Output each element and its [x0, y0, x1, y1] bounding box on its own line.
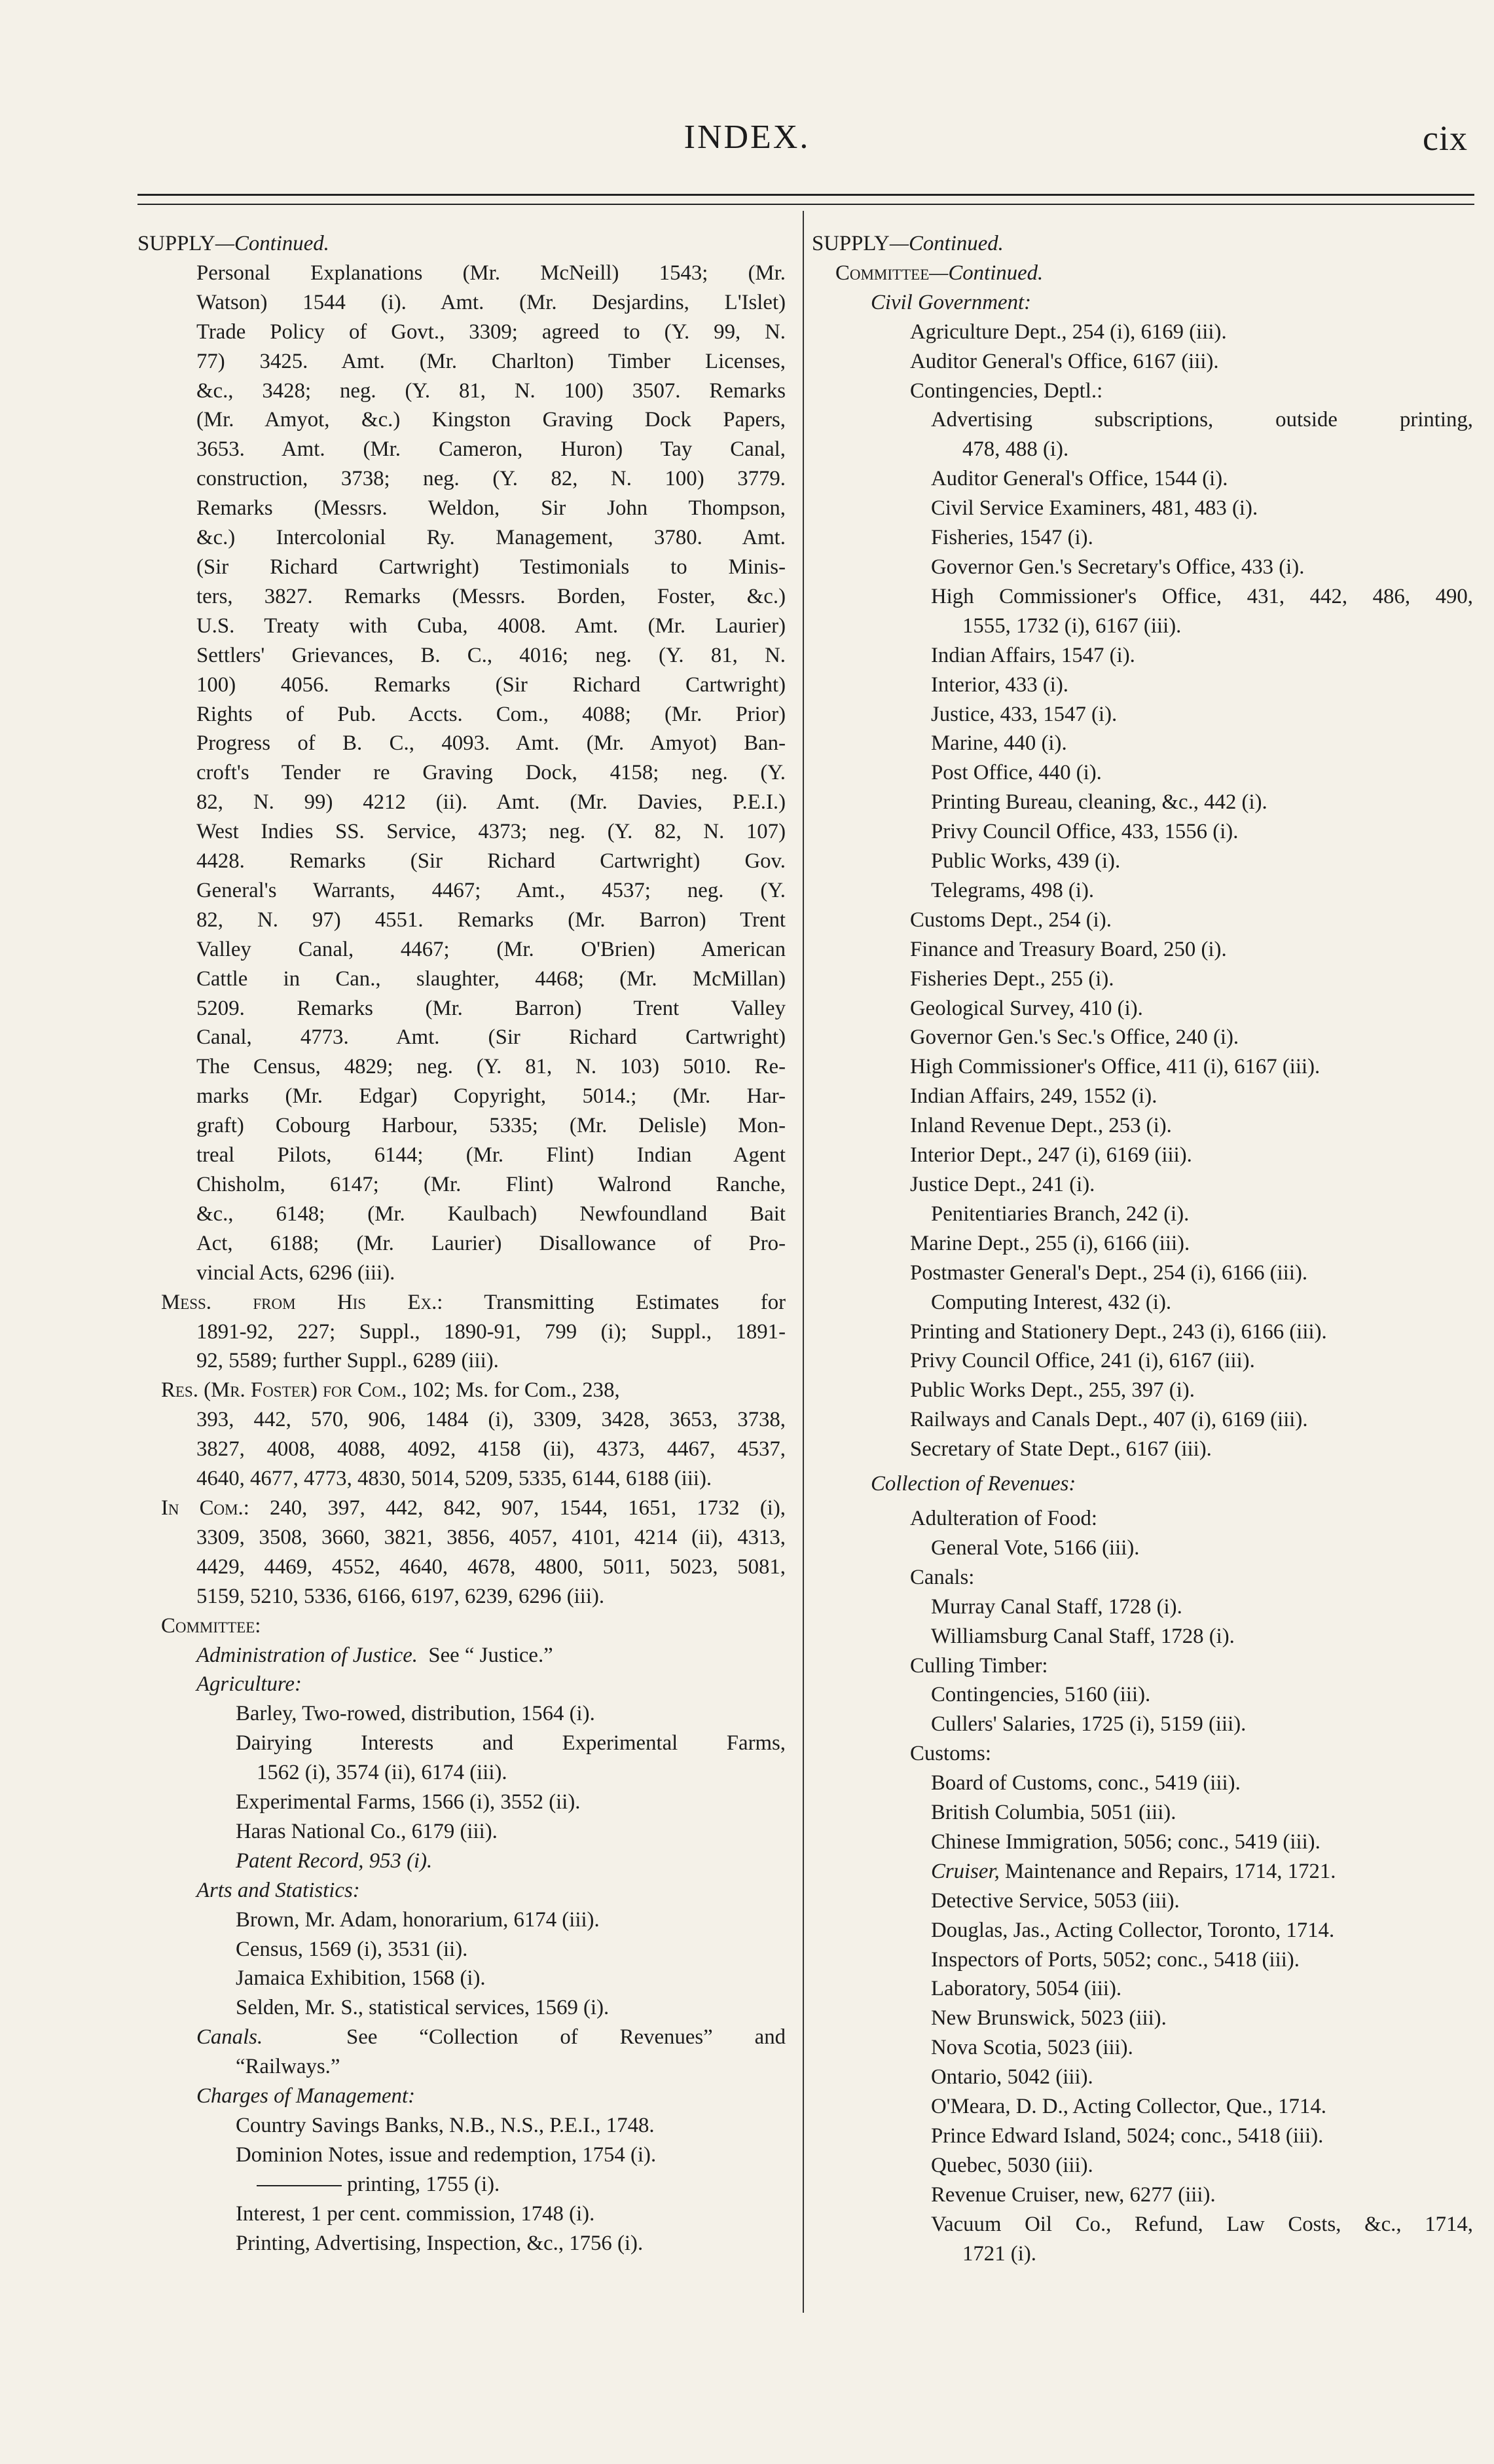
list-item	[137, 2170, 786, 2199]
text-line: Cattle in Can., slaughter, 4468; (Mr. McMillan)	[196, 966, 786, 991]
text-line: 82, N. 97) 4551. Remarks (Mr. Barron) Trent	[196, 908, 786, 932]
subheading-text: Canals.	[196, 2025, 263, 2050]
page-number: cix	[1423, 119, 1468, 158]
list-item: Brown, Mr. Adam, honorarium, 6174 (iii).	[236, 1907, 600, 1932]
list-item: Penitentiaries Branch, 242 (i).	[931, 1202, 1190, 1226]
list-item: Jamaica Exhibition, 1568 (i).	[236, 1966, 486, 1991]
ditto-rule	[257, 2185, 342, 2186]
list-item: Williamsburg Canal Staff, 1728 (i).	[931, 1624, 1235, 1648]
text-line: 4429, 4469, 4552, 4640, 4678, 4800, 5011, 5023, 5081,	[196, 1554, 786, 1579]
text-line: Settlers' Grievances, B. C., 4016; neg. (Y. 81, N.	[196, 643, 786, 667]
list-item: Advertising subscriptions, outside printing,	[931, 408, 1473, 432]
list-item: Printing Bureau, cleaning, &c., 442 (i).	[931, 790, 1267, 815]
list-item: Auditor General's Office, 1544 (i).	[931, 467, 1228, 491]
heading-word: SUPPLY	[137, 232, 215, 255]
text-line: The Census, 4829; neg. (Y. 81, N. 103) 5010. Re-	[196, 1055, 786, 1079]
heading-continued: —Continued.	[889, 232, 1004, 255]
heading-continued: —Continued.	[215, 232, 329, 255]
text-line: Watson) 1544 (i). Amt. (Mr. Desjardins, L'Islet)	[196, 290, 786, 314]
committee-heading	[812, 259, 1473, 288]
column-divider	[803, 211, 804, 2313]
text-line: 92, 5589; further Suppl., 6289 (iii).	[196, 1349, 499, 1373]
list-item: Nova Scotia, 5023 (iii).	[931, 2036, 1133, 2060]
text-line: Chisholm, 6147; (Mr. Flint) Walrond Ranche,	[196, 1173, 786, 1196]
committee-word: Committee	[835, 261, 930, 285]
subheading-charges: Charges of Management:	[196, 2084, 415, 2108]
list-item: Douglas, Jas., Acting Collector, Toronto, 1714.	[931, 1918, 1335, 1942]
entry-label: Res. (Mr. Foster) for Com.,	[161, 1378, 407, 1403]
text-line: marks (Mr. Edgar) Copyright, 5014.; (Mr. Har-	[196, 1084, 786, 1109]
list-item: Selden, Mr. S., statistical services, 1569 (i).	[236, 1996, 610, 2020]
text-line: 77) 3425. Amt. (Mr. Charlton) Timber Licenses,	[196, 349, 786, 373]
text-line: Remarks (Messrs. Weldon, Sir John Thompson,	[196, 496, 786, 521]
text-line: 4428. Remarks (Sir Richard Cartwright) Gov.	[196, 849, 786, 873]
text-line: Personal Explanations (Mr. McNeill) 1543; (Mr.	[196, 261, 786, 285]
list-item	[137, 1847, 786, 1876]
list-item: Ontario, 5042 (iii).	[931, 2065, 1093, 2089]
text-line: construction, 3738; neg. (Y. 82, N. 100) 3779.	[196, 467, 786, 491]
text-line: ters, 3827. Remarks (Messrs. Borden, Foster, &c.)	[196, 584, 786, 608]
text-line: &c.) Intercolonial Ry. Management, 3780. Amt.	[196, 526, 786, 550]
list-item: Public Works Dept., 255, 397 (i).	[910, 1378, 1195, 1403]
list-item: Customs Dept., 254 (i).	[910, 908, 1112, 932]
text-line: 4640, 4677, 4773, 4830, 5014, 5209, 5335, 6144, 6188 (iii).	[196, 1467, 712, 1491]
entry-text: 240, 397, 442, 842, 907, 1544, 1651, 1732 (i),	[269, 1496, 786, 1520]
list-item: Justice Dept., 241 (i).	[910, 1173, 1095, 1196]
list-item: Privy Council Office, 241 (i), 6167 (iii).	[910, 1349, 1255, 1373]
subheading-agriculture: Agriculture:	[196, 1672, 302, 1697]
resolution-entry	[137, 1376, 786, 1405]
list-item: New Brunswick, 5023 (iii).	[931, 2006, 1167, 2031]
list-item: Vacuum Oil Co., Refund, Law Costs, &c., 1714,	[931, 2212, 1473, 2236]
text-line: 3827, 4008, 4088, 4092, 4158 (ii), 4373, 4467, 4537,	[196, 1437, 786, 1462]
list-item-continuation: 1555, 1732 (i), 6167 (iii).	[962, 614, 1182, 638]
list-item: Dominion Notes, issue and redemption, 1754 (i).	[236, 2142, 657, 2167]
section-heading	[137, 229, 786, 259]
subheading-text: Administration of Justice.	[196, 1643, 418, 1667]
text-line: 3309, 3508, 3660, 3821, 3856, 4057, 4101, 4214 (ii), 4313,	[196, 1525, 786, 1549]
text-line: West Indies SS. Service, 4373; neg. (Y. 82, N. 107)	[196, 820, 786, 844]
list-item-continuation: 1721 (i).	[962, 2241, 1036, 2266]
text-line: Valley Canal, 4467; (Mr. O'Brien) American	[196, 937, 786, 961]
list-item: High Commissioner's Office, 411 (i), 6167 (iii).	[910, 1055, 1321, 1079]
text-line: vincial Acts, 6296 (iii).	[196, 1260, 395, 1285]
list-item: Quebec, 5030 (iii).	[931, 2153, 1093, 2177]
list-item: Cullers' Salaries, 1725 (i), 5159 (iii).	[931, 1712, 1247, 1737]
list-item: Laboratory, 5054 (iii).	[931, 1977, 1122, 2001]
list-item: Auditor General's Office, 6167 (iii).	[910, 349, 1219, 373]
list-item: Contingencies, 5160 (iii).	[931, 1683, 1151, 1707]
group-heading: Culling Timber:	[910, 1653, 1048, 1678]
list-item-continuation: 1562 (i), 3574 (ii), 6174 (iii).	[257, 1761, 507, 1785]
list-item: Country Savings Banks, N.B., N.S., P.E.I., 1748.	[236, 2114, 655, 2137]
list-item: Detective Service, 5053 (iii).	[931, 1888, 1180, 1913]
list-item: Postmaster General's Dept., 254 (i), 6166 (iii).	[910, 1260, 1308, 1285]
text-line: Trade Policy of Govt., 3309; agreed to (Y. 99, N.	[196, 320, 786, 344]
text-line: Canal, 4773. Amt. (Sir Richard Cartwright)	[196, 1025, 786, 1050]
messages-entry	[137, 1288, 786, 1317]
list-item: Indian Affairs, 249, 1552 (i).	[910, 1084, 1157, 1109]
list-item: Inland Revenue Dept., 253 (i).	[910, 1114, 1172, 1138]
in-committee-entry	[137, 1494, 786, 1523]
list-item: Telegrams, 498 (i).	[931, 878, 1095, 902]
list-item: Inspectors of Ports, 5052; conc., 5418 (iii).	[931, 1947, 1300, 1972]
text-line: General's Warrants, 4467; Amt., 4537; neg. (Y.	[196, 878, 786, 902]
list-item: Agriculture Dept., 254 (i), 6169 (iii).	[910, 320, 1227, 344]
text-line: 5209. Remarks (Mr. Barron) Trent Valley	[196, 996, 786, 1020]
list-item-continuation: 478, 488 (i).	[962, 437, 1069, 462]
list-item: Computing Interest, 432 (i).	[931, 1290, 1172, 1314]
group-heading: Customs:	[910, 1742, 991, 1766]
list-item: Geological Survey, 410 (i).	[910, 996, 1143, 1020]
text-line: U.S. Treaty with Cuba, 4008. Amt. (Mr. Laurier)	[196, 614, 786, 638]
list-item-text: Maintenance and Repairs, 1714, 1721.	[1005, 1859, 1336, 1883]
list-item: Fisheries, 1547 (i).	[931, 526, 1093, 550]
list-item: Barley, Two-rowed, distribution, 1564 (i).	[236, 1702, 595, 1726]
entry-label: In Com.:	[161, 1496, 249, 1520]
committee-continued: —Continued.	[929, 261, 1044, 285]
text-line: &c., 6148; (Mr. Kaulbach) Newfoundland Bait	[196, 1202, 786, 1226]
group-heading: Adulteration of Food:	[910, 1506, 1098, 1530]
list-item: Railways and Canals Dept., 407 (i), 6169 (iii).	[910, 1408, 1308, 1432]
see-reference: See “ Justice.”	[428, 1643, 553, 1667]
text-line: 82, N. 99) 4212 (ii). Amt. (Mr. Davies, P.E.I.)	[196, 790, 786, 815]
list-item: Fisheries Dept., 255 (i).	[910, 966, 1114, 991]
entry-label: Mess. from His Ex.:	[161, 1290, 443, 1314]
list-item: British Columbia, 5051 (iii).	[931, 1801, 1176, 1825]
subheading-administration	[137, 1641, 786, 1670]
entry-text: Transmitting Estimates for	[484, 1290, 786, 1314]
subheading-civil-government: Civil Government:	[871, 290, 1031, 314]
text-line: (Sir Richard Cartwright) Testimonials to Minis-	[196, 555, 786, 579]
list-item: Interest, 1 per cent. commission, 1748 (i).	[236, 2201, 595, 2226]
list-item: Marine Dept., 255 (i), 6166 (iii).	[910, 1231, 1190, 1255]
list-item: Privy Council Office, 433, 1556 (i).	[931, 820, 1239, 844]
list-item: Finance and Treasury Board, 250 (i).	[910, 937, 1227, 961]
committee-heading: Committee:	[161, 1613, 261, 1638]
list-item: Census, 1569 (i), 3531 (ii).	[236, 1937, 468, 1961]
list-item: Governor Gen.'s Secretary's Office, 433 (i).	[931, 555, 1305, 579]
text-line: (Mr. Amyot, &c.) Kingston Graving Dock Papers,	[196, 408, 786, 432]
header-rule-thin	[137, 204, 1474, 205]
section-heading	[812, 229, 1473, 259]
right-column	[812, 229, 1473, 2269]
list-item: Haras National Co., 6179 (iii).	[236, 1819, 498, 1843]
text-line: Progress of B. C., 4093. Amt. (Mr. Amyot) Ban-	[196, 731, 786, 756]
subheading-arts: Arts and Statistics:	[196, 1878, 360, 1902]
text-line: 5159, 5210, 5336, 6166, 6197, 6239, 6296 (iii).	[196, 1584, 605, 1608]
list-item: Indian Affairs, 1547 (i).	[931, 643, 1135, 667]
list-item: Post Office, 440 (i).	[931, 761, 1102, 785]
vessel-name: Cruiser,	[931, 1859, 1000, 1883]
list-item: Revenue Cruiser, new, 6277 (iii).	[931, 2182, 1216, 2207]
entry-text: 102; Ms. for Com., 238,	[412, 1378, 620, 1403]
list-item: Secretary of State Dept., 6167 (iii).	[910, 1437, 1212, 1462]
text-line: &c., 3428; neg. (Y. 81, N. 100) 3507. Remarks	[196, 378, 786, 403]
text-line: 393, 442, 570, 906, 1484 (i), 3309, 3428, 3653, 3738,	[196, 1408, 786, 1432]
list-item: Dairying Interests and Experimental Farms,	[236, 1731, 786, 1756]
text-line: 100) 4056. Remarks (Sir Richard Cartwright)	[196, 672, 786, 697]
list-item-text: Patent Record, 953 (i).	[236, 1848, 433, 1873]
list-item: General Vote, 5166 (iii).	[931, 1535, 1140, 1560]
list-item: Printing, Advertising, Inspection, &c., 1756 (i).	[236, 2231, 644, 2255]
list-item: Public Works, 439 (i).	[931, 849, 1121, 873]
list-item: Murray Canal Staff, 1728 (i).	[931, 1594, 1182, 1619]
list-item: Interior, 433 (i).	[931, 672, 1068, 697]
group-heading: Canals:	[910, 1565, 975, 1589]
list-item	[812, 1857, 1473, 1886]
list-item: Board of Customs, conc., 5419 (iii).	[931, 1771, 1241, 1795]
text-line: Rights of Pub. Accts. Com., 4088; (Mr. Prior)	[196, 702, 786, 726]
list-item: Prince Edward Island, 5024; conc., 5418 (iii).	[931, 2124, 1324, 2148]
text-line: treal Pilots, 6144; (Mr. Flint) Indian Agent	[196, 1143, 786, 1168]
list-item: Civil Service Examiners, 481, 483 (i).	[931, 496, 1258, 521]
left-column	[137, 229, 786, 2258]
list-item-text: printing, 1755 (i).	[347, 2172, 500, 2196]
subheading-canals	[137, 2023, 786, 2052]
text-line: graft) Cobourg Harbour, 5335; (Mr. Delisle) Mon-	[196, 1114, 786, 1138]
text-line: 3653. Amt. (Mr. Cameron, Huron) Tay Canal,	[196, 437, 786, 462]
list-item: Printing and Stationery Dept., 243 (i), 6166 (iii).	[910, 1319, 1327, 1344]
list-item: Marine, 440 (i).	[931, 731, 1067, 756]
list-item: Governor Gen.'s Sec.'s Office, 240 (i).	[910, 1025, 1239, 1050]
see-reference-continuation: “Railways.”	[236, 2055, 340, 2079]
supply-remarks-block	[137, 259, 786, 1288]
list-item: Chinese Immigration, 5056; conc., 5419 (iii).	[931, 1830, 1321, 1854]
text-line: 1891-92, 227; Suppl., 1890-91, 799 (i); Suppl., 1891-	[196, 1319, 786, 1344]
subheading-collection-of-revenues: Collection of Revenues:	[871, 1472, 1076, 1496]
page-title: INDEX.	[683, 119, 811, 156]
list-item: Justice, 433, 1547 (i).	[931, 702, 1118, 726]
list-item: Interior Dept., 247 (i), 6169 (iii).	[910, 1143, 1192, 1168]
list-item: High Commissioner's Office, 431, 442, 486, 490,	[931, 584, 1473, 608]
list-item: Contingencies, Deptl.:	[910, 378, 1103, 403]
text-line: croft's Tender re Graving Dock, 4158; neg. (Y.	[196, 761, 786, 785]
text-line: Act, 6188; (Mr. Laurier) Disallowance of Pro-	[196, 1231, 786, 1255]
heading-word: SUPPLY	[812, 232, 890, 255]
header-rule-thick	[137, 194, 1474, 196]
list-item: Experimental Farms, 1566 (i), 3552 (ii).	[236, 1790, 581, 1814]
see-reference: See “Collection of Revenues” and	[346, 2025, 786, 2050]
list-item: O'Meara, D. D., Acting Collector, Que., 1714.	[931, 2095, 1326, 2119]
page-header	[0, 118, 1494, 170]
